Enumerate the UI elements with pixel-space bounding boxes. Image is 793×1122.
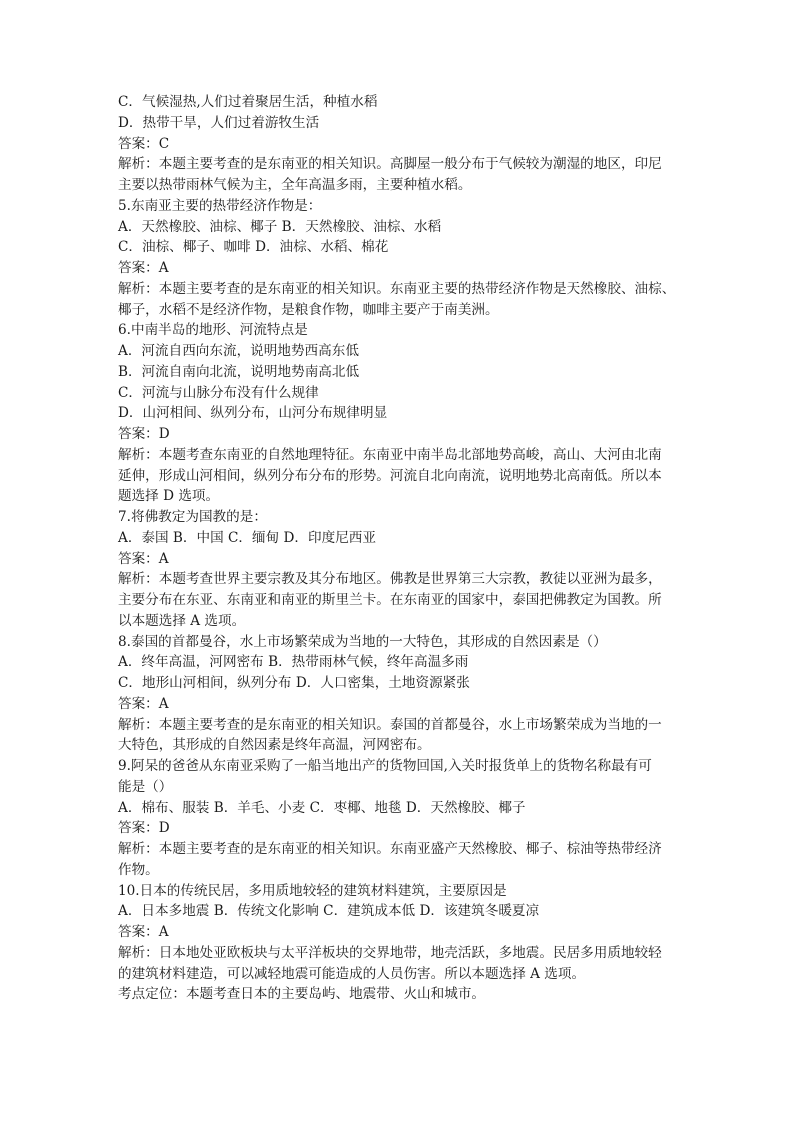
q10-key-point: 考点定位：本题考查日本的主要岛屿、地震带、火山和城市。 <box>118 986 486 1003</box>
q5-options-ab: A．天然橡胶、油棕、椰子 B．天然橡胶、油棕、水稻 <box>118 218 442 235</box>
q5-question: 5.东南亚主要的热带经济作物是： <box>118 197 322 214</box>
q10-explanation-line-2: 的建筑材料建造，可以减轻地震可能造成的人员伤害。所以本题选择 A 选项。 <box>118 965 586 982</box>
q6-option-d: D．山河相间、纵列分布，山河分布规律明显 <box>118 405 388 422</box>
q8-explanation-line-1: 解析：本题主要考查的是东南亚的相关知识。泰国的首都曼谷，水上市场繁荣成为当地的一 <box>118 716 662 733</box>
q6-option-a: A．河流自西向东流，说明地势西高东低 <box>118 343 359 359</box>
q7-explanation-line-1: 解析：本题考查世界主要宗教及其分布地区。佛教是世界第三大宗教，教徒以亚洲为最多， <box>118 571 662 588</box>
q6-option-c: C．河流与山脉分布没有什么规律 <box>118 384 319 401</box>
q7-options: A．泰国 B．中国 C．缅甸 D．印度尼西亚 <box>118 529 376 546</box>
q6-explanation-line-1: 解析：本题考查东南亚的自然地理特征。东南亚中南半岛北部地势高峻，高山、大河由北南 <box>118 446 662 463</box>
q6-answer: 答案：D <box>118 426 170 442</box>
q8-question: 8.泰国的首都曼谷，水上市场繁荣成为当地的一大特色，其形成的自然因素是（） <box>118 633 607 650</box>
q9-question-line-2: 能是（） <box>118 778 173 795</box>
q6-option-b: B．河流自南向北流，说明地势南高北低 <box>118 363 360 380</box>
q6-question: 6.中南半岛的地形、河流特点是 <box>118 322 308 339</box>
q10-question: 10.日本的传统民居，多用质地较轻的建筑材料建筑，主要原因是 <box>118 882 507 899</box>
q9-explanation-line-1: 解析：本题主要考查的是东南亚的相关知识。东南亚盛产天然橡胶、椰子、棕油等热带经济 <box>118 841 662 857</box>
q5-answer: 答案：A <box>118 260 169 276</box>
q7-question: 7.将佛教定为国教的是： <box>118 509 267 525</box>
q8-explanation-line-2: 大特色，其形成的自然因素是终年高温，河网密布。 <box>118 737 431 754</box>
q4-option-c: C．气候湿热,人们过着聚居生活，种植水稻 <box>118 94 378 110</box>
q5-explanation-line-1: 解析：本题主要考查的是东南亚的相关知识。东南亚主要的热带经济作物是天然橡胶、油棕、 <box>118 280 676 297</box>
q9-options: A．棉布、服装 B．羊毛、小麦 C．枣椰、地毯 D．天然橡胶、椰子 <box>118 799 526 816</box>
q7-explanation-line-2: 主要分布在东亚、东南亚和南亚的斯里兰卡。在东南亚的国家中，泰国把佛教定为国教。所 <box>118 592 662 608</box>
q10-answer: 答案：A <box>118 924 169 940</box>
q6-explanation-line-3: 题选择 D 选项。 <box>118 488 220 505</box>
q4-answer: 答案：C <box>118 135 170 152</box>
q8-answer: 答案：A <box>118 695 169 712</box>
document-page <box>118 92 688 1005</box>
q5-options-cd: C．油棕、椰子、咖啡 D．油棕、水稻、棉花 <box>118 239 389 256</box>
q9-question-line-1: 9.阿呆的爸爸从东南亚采购了一船当地出产的货物回国,入关时报货单上的货物名称最有可 <box>118 758 652 774</box>
q10-explanation-line-1: 解析：日本地处亚欧板块与太平洋板块的交界地带，地壳活跃，多地震。民居多用质地较轻 <box>118 944 662 961</box>
q8-options-cd: C．地形山河相间，纵列分布 D．人口密集，土地资源紧张 <box>118 675 470 691</box>
q4-explanation-line-2: 主要以热带雨林气候为主，全年高温多雨，主要种植水稻。 <box>118 177 472 193</box>
q9-explanation-line-2: 作物。 <box>118 861 159 878</box>
q9-answer: 答案：D <box>118 820 170 837</box>
q4-explanation-line-1: 解析：本题主要考查的是东南亚的相关知识。高脚屋一般分布于气候较为潮湿的地区，印尼 <box>118 156 662 173</box>
q6-explanation-line-2: 延伸，形成山河相间，纵列分布分布的形势。河流自北向南流，说明地势北高南低。所以本 <box>118 467 662 484</box>
q8-options-ab: A．终年高温，河网密布 B．热带雨林气候，终年高温多雨 <box>118 654 469 671</box>
q4-option-d: D．热带干旱，人们过着游牧生活 <box>118 114 320 131</box>
q7-explanation-line-3: 以本题选择 A 选项。 <box>118 612 246 629</box>
q5-explanation-line-2: 椰子，水稻不是经济作物，是粮食作物，咖啡主要产于南美洲。 <box>118 301 499 318</box>
q7-answer: 答案：A <box>118 550 169 567</box>
q10-options: A．日本多地震 B．传统文化影响 C．建筑成本低 D．该建筑冬暖夏凉 <box>118 903 540 920</box>
